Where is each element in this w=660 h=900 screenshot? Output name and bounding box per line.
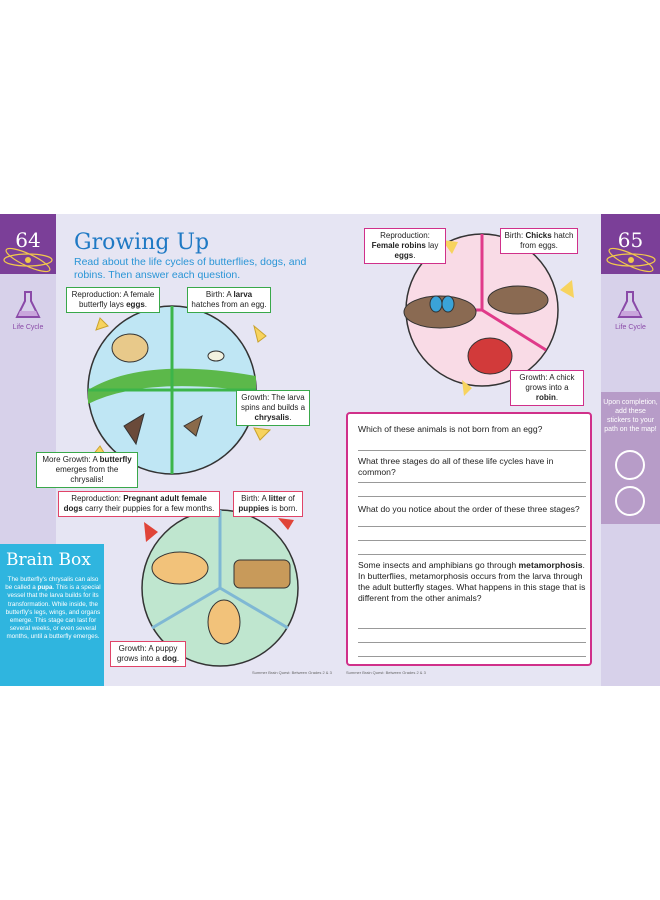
section-label-right: Life Cycle	[615, 324, 646, 331]
flask-icon	[14, 290, 42, 320]
question-box	[346, 412, 592, 666]
answer-line-2a[interactable]	[358, 482, 586, 483]
section-label-left: Life Cycle	[12, 324, 44, 331]
robin-reproduction-label: Reproduction: Female robins lay eggs.	[364, 228, 446, 264]
butterfly-birth-label: Birth: A larva hatches from an egg.	[187, 287, 271, 313]
question-3: What do you notice about the order of these three stages?	[358, 504, 580, 514]
atom-icon	[2, 246, 54, 274]
page-number-64: 64	[15, 228, 41, 252]
brain-box-title: Brain Box	[6, 550, 91, 570]
brain-box-text: The butterfly's chrysalis can also be called a pupa. This is a special vessel that the larva builds for its transformation. While inside, the butterfly's legs, wings, and organs emerge. This stage can last for several weeks, or even several months, until a butterfly emerges.	[5, 576, 101, 641]
butterfly-more-growth-label: More Growth: A butterfly emerges from the chrysalis!	[36, 452, 138, 488]
answer-line-3b[interactable]	[358, 540, 586, 541]
sticker-slot-flask-icon-2[interactable]	[615, 486, 645, 516]
butterfly-reproduction-label: Reproduction: A female butterfly lays eggs.	[66, 287, 160, 313]
answer-line-4a[interactable]	[358, 628, 586, 629]
question-1: Which of these animals is not born from an egg?	[358, 424, 543, 434]
brain-box	[0, 544, 104, 686]
butterfly-growth-label: Growth: The larva spins and builds a chrysalis.	[236, 390, 310, 426]
intro-text: Read about the life cycles of butterflies, dogs, and robins. Then answer each question.	[74, 256, 307, 281]
dog-reproduction-label: Reproduction: Pregnant adult female dogs carry their puppies for a few months.	[58, 491, 220, 517]
atom-icon	[605, 246, 657, 274]
sticker-slot-flask-icon[interactable]	[615, 450, 645, 480]
robin-birth-label: Birth: Chicks hatch from eggs.	[500, 228, 578, 254]
answer-line-4c[interactable]	[358, 656, 586, 657]
footer-right: Summer Brain Quest: Between Grades 2 & 3	[346, 670, 426, 675]
sticker-instructions: Upon completion, add these stickers to your path on the map!	[603, 399, 658, 433]
answer-line-4b[interactable]	[358, 642, 586, 643]
dog-birth-label: Birth: A litter of puppies is born.	[233, 491, 303, 517]
flask-icon	[616, 290, 644, 320]
answer-line-2b[interactable]	[358, 496, 586, 497]
sticker-panel	[601, 392, 660, 524]
page-number-65: 65	[617, 228, 644, 252]
question-2: What three stages do all of these life cycles have in common?	[358, 456, 554, 477]
dog-growth-label: Growth: A puppy grows into a dog.	[110, 641, 186, 667]
answer-line-3a[interactable]	[358, 526, 586, 527]
question-4: Some insects and amphibians go through metamorphosis. In butterflies, metamorphosis occurs from the larva through the adult butterfly stages. What happens in this stage that is different from the other animals?	[358, 560, 586, 603]
page-title: Growing Up	[74, 230, 210, 255]
footer-left: Summer Brain Quest: Between Grades 2 & 3	[252, 670, 332, 675]
answer-line-3c[interactable]	[358, 554, 586, 555]
answer-line-1[interactable]	[358, 450, 586, 451]
robin-growth-label: Growth: A chick grows into a robin.	[510, 370, 584, 406]
